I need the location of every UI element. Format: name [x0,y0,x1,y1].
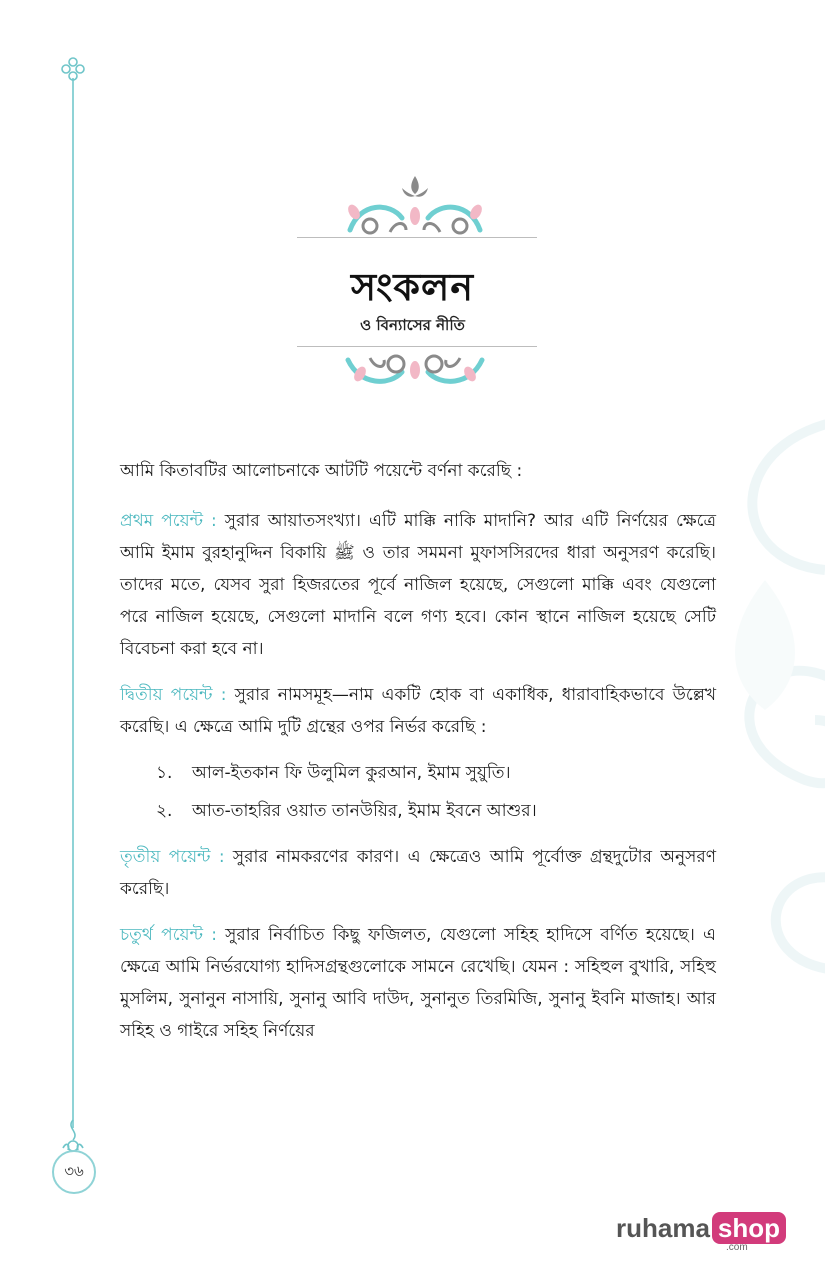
point-1-label: প্রথম পয়েন্ট : [120,511,217,531]
list-item [120,795,716,827]
page-flourish-icon [58,1118,88,1154]
point-3-text: সুরার নামকরণের কারণ। এ ক্ষেত্রেও আমি পূর্বোক্ত গ্রন্থদুটোর অনুসরণ করেছি। [120,847,716,899]
list-text: আত-তাহরির ওয়াত তানউয়ির, ইমাম ইবনে আশুর। [192,801,537,821]
header-ornament-top-icon [340,172,490,238]
point-1-paragraph [120,505,716,665]
point-2-label: দ্বিতীয় পয়েন্ট : [120,685,227,705]
point-4-paragraph [120,919,716,1047]
chapter-subtitle: ও বিন্যাসের নীতি [360,316,465,334]
point-3-label: তৃতীয় পয়েন্ট : [120,847,225,867]
point-2-text: সুরার নামসমূহ—নাম একটি হোক বা একাধিক, ধারাবাহিকভাবে উল্লেখ করেছি। এ ক্ষেত্রে আমি দুটি গ্রন্থের ওপর নির্ভর করেছি : [120,685,716,737]
list-number: ২. [156,801,173,821]
logo-shop: shop [712,1212,786,1244]
point-2-paragraph [120,679,716,743]
page-number: ৩৬ [52,1150,96,1194]
chapter-title: সংকলন [350,265,475,309]
margin-line [72,78,74,1128]
point-1-text: সুরার আয়াতসংখ্যা। এটি মাক্কি নাকি মাদানি? আর এটি নির্ণয়ের ক্ষেত্রে আমি ইমাম বুরহানুদ্দিন বিকায়ি ﷺ ও তার সমমনা মুফাসসিরদের ধারা অনুসরণ করেছি। তাদের মতে, যেসব সুরা হিজরতের পূর্বে নাজিল হয়েছে, সেগুলো মাক্কি এবং যেগুলো পরে নাজিল হয়েছে, সেগুলো মাদানি বলে গণ্য হবে। কোন স্থানে নাজিল হয়েছে সেটি বিবেচনা করা হবে না। [120,511,716,659]
header-rule-bottom [297,346,537,347]
logo-brand: ruhama [616,1212,710,1243]
list-item [120,757,716,789]
list-text: আল-ইতকান ফি উলুমিল কুরআন, ইমাম সুয়ুতি। [192,763,511,783]
body-text [120,455,716,1061]
header-ornament-bottom-icon [340,350,490,390]
header-rule-top [297,237,537,238]
point-4-label: চতুর্থ পয়েন্ট : [120,925,217,945]
point-4-text: সুরার নির্বাচিত কিছু ফজিলত, যেগুলো সহিহ হাদিসে বর্ণিত হয়েছে। এ ক্ষেত্রে আমি নির্ভরযোগ্য হাদিসগ্রন্থগুলোকে সামনে রেখেছি। যেমন : সহিহুল বুখারি, সহিহু মুসলিম, সুনানুন নাসায়ি, সুনানু আবি দাউদ, সুনানুত তিরমিজি, সুনানু ইবনি মাজাহ। আর সহিহ ও গাইরে সহিহ নির্ণয়ের [120,925,716,1041]
ruhamashop-logo [616,1212,786,1253]
margin-flourish-icon [60,56,86,82]
logo-domain: .com [726,1242,748,1253]
intro-paragraph: আমি কিতাবটির আলোচনাকে আটটি পয়েন্টে বর্ণনা করেছি : [120,461,523,481]
point-3-paragraph [120,841,716,905]
list-number: ১. [156,763,173,783]
